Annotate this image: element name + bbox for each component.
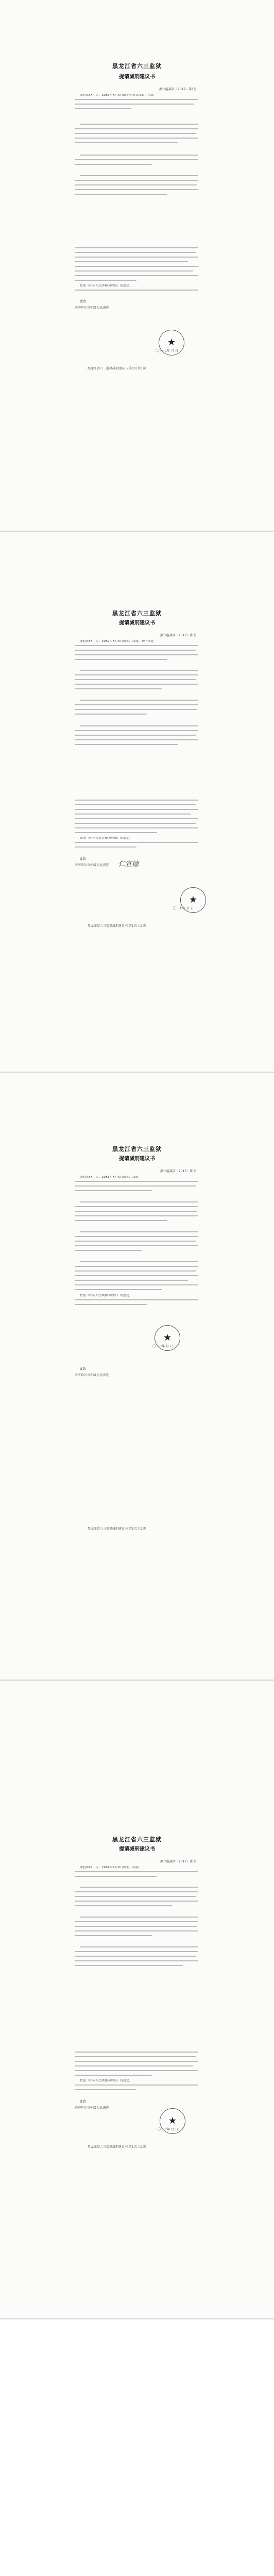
- text-line: [75, 1250, 142, 1251]
- body-fragment: 罪犯XXX，男，1962年X月X日出生，汉族，初中文化: [80, 640, 154, 643]
- text-line: [75, 1871, 198, 1872]
- case-number: 黑六监减字（2017）第 号: [160, 634, 197, 637]
- document-sheet-4: [0, 1681, 274, 2318]
- text-line: [75, 1299, 198, 1300]
- text-line: [75, 257, 198, 258]
- text-line: [75, 1960, 198, 1961]
- text-line: [75, 832, 157, 833]
- text-line: [75, 108, 131, 109]
- text-line: [75, 180, 198, 181]
- text-line: [75, 1921, 198, 1922]
- text-line: [75, 189, 198, 190]
- text-line: [75, 184, 197, 185]
- text-line: [75, 275, 198, 276]
- text-line: [75, 842, 198, 843]
- text-line: [75, 1965, 183, 1966]
- body-fragment: 罪犯XXX，男，1981年X月X日出生，汉族: [80, 1176, 139, 1179]
- text-line: [80, 670, 198, 671]
- text-line: [75, 1280, 188, 1281]
- text-line: [80, 1887, 198, 1888]
- text-line: [75, 1951, 198, 1952]
- text-line: [75, 654, 198, 655]
- text-line: [75, 1289, 162, 1290]
- text-line: [75, 709, 197, 710]
- text-line: [80, 124, 198, 125]
- closing-addressee: 齐齐哈尔市中级人民法院: [75, 2106, 109, 2110]
- text-line: [80, 1261, 198, 1262]
- text-line: [75, 128, 198, 129]
- text-line: [75, 99, 198, 100]
- text-line: [75, 704, 198, 705]
- text-line: [75, 1241, 196, 1242]
- sign-date: 二〇一七年 月 日: [170, 907, 194, 910]
- sign-date: 二〇一七年 月 日: [149, 1345, 173, 1348]
- closing-line: 此致: [80, 857, 87, 861]
- body-fragment: 依照《中华人民共和国刑法》的规定，: [80, 1294, 133, 1297]
- court-name: 黑龙江省六三监狱: [112, 63, 162, 70]
- text-line: [75, 1876, 157, 1877]
- text-line: [75, 1284, 198, 1285]
- text-line: [75, 194, 167, 195]
- text-line: [75, 1245, 198, 1246]
- text-line: [75, 735, 196, 736]
- official-seal-icon: ★: [180, 887, 206, 913]
- body-fragment: 依照《中华人民共和国刑法》的规定，: [80, 837, 133, 840]
- document-title: 提请减刑建议书: [119, 620, 155, 626]
- text-line: [75, 104, 194, 105]
- text-line: [75, 1926, 197, 1927]
- text-line: [75, 739, 198, 740]
- text-line: [75, 684, 198, 685]
- body-fragment: 罪犯XXX，男，1983年X月X日出生于黑龙江省，汉族: [80, 94, 154, 97]
- text-line: [75, 1901, 198, 1902]
- court-name: 黑龙江省六三监狱: [112, 1146, 162, 1153]
- closing-line: 此致: [80, 300, 87, 303]
- text-line: [75, 290, 198, 291]
- text-line: [75, 252, 196, 253]
- text-line: [75, 818, 198, 819]
- case-number: 黑六监减字（2017）第 号: [160, 1170, 197, 1173]
- text-line: [75, 2056, 196, 2057]
- body-fragment: 依照《中华人民共和国刑法》的规定，: [80, 2079, 133, 2082]
- text-line: [75, 1215, 198, 1216]
- text-line: [80, 700, 198, 701]
- text-line: [75, 814, 191, 815]
- document-title: 提请减刑建议书: [119, 74, 155, 80]
- case-number: 黑六监减字（2017）第 号: [160, 1860, 197, 1863]
- text-line: [75, 1236, 198, 1237]
- sign-date: 二〇一七年 月 日: [155, 349, 178, 353]
- text-line: [75, 159, 198, 160]
- text-line: [75, 1304, 147, 1305]
- court-name: 黑龙江省六三监狱: [112, 610, 162, 617]
- text-line: [75, 2075, 152, 2076]
- text-line: [75, 138, 198, 139]
- text-line: [75, 247, 198, 248]
- official-seal-icon: ★: [155, 1325, 180, 1351]
- text-line: [75, 164, 152, 165]
- official-seal-icon: ★: [159, 330, 184, 355]
- blank-page: [0, 2319, 274, 2576]
- handwritten-signature: 仁宜德: [118, 860, 139, 868]
- text-line: [75, 1930, 198, 1931]
- text-line: [75, 744, 178, 745]
- document-title: 提请减刑建议书: [119, 1846, 155, 1852]
- text-line: [75, 133, 196, 134]
- closing-addressee: 齐齐哈尔市中级人民法院: [75, 863, 109, 867]
- text-line: [75, 266, 198, 267]
- text-line: [75, 142, 178, 143]
- text-line: [75, 270, 193, 272]
- case-number: 黑六监减字（2017）第1号: [159, 88, 197, 91]
- text-line: [75, 659, 167, 660]
- text-line: [75, 1185, 196, 1187]
- text-line: [75, 1220, 167, 1221]
- closing-addressee: 齐齐哈尔市中级人民法院: [75, 306, 109, 310]
- text-line: [75, 2061, 198, 2062]
- page-footer: 黑龙江省六三监狱减刑建议书 第1页 共1页: [88, 2145, 146, 2149]
- text-line: [75, 2052, 198, 2053]
- official-seal-icon: ★: [160, 2108, 185, 2134]
- closing-line: 此致: [80, 1367, 87, 1371]
- text-line: [80, 1917, 198, 1918]
- text-line: [75, 2070, 198, 2071]
- text-line: [75, 280, 136, 281]
- document-sheet-3: [0, 1073, 274, 1680]
- text-line: [75, 688, 162, 689]
- text-line: [75, 1891, 198, 1892]
- text-line: [75, 809, 198, 810]
- page-footer: 黑龙江省六三监狱减刑建议书 第1页 共1页: [88, 924, 146, 928]
- text-line: [75, 2089, 136, 2090]
- text-line: [75, 1190, 152, 1191]
- text-line: [75, 1935, 152, 1936]
- sign-date: 二〇一七年 月 日: [155, 2128, 178, 2131]
- document-sheet-1: [0, 0, 274, 531]
- text-line: [75, 650, 196, 651]
- text-line: [80, 1201, 198, 1202]
- page-footer: 黑龙江省六三监狱减刑建议书 第1页 共1页: [88, 1527, 146, 1531]
- text-line: [75, 804, 196, 805]
- text-line: [80, 155, 198, 156]
- text-line: [75, 1270, 196, 1272]
- text-line: [75, 800, 198, 801]
- closing-addressee: 齐齐哈尔市中级人民法院: [75, 1374, 109, 1377]
- text-line: [75, 823, 196, 824]
- document-title: 提请减刑建议书: [119, 1156, 155, 1162]
- text-line: [80, 175, 198, 176]
- body-fragment: 罪犯XXX，男，1981年X月X日出生，汉族: [80, 1866, 139, 1869]
- text-line: [75, 1275, 198, 1276]
- page-footer: 黑龙江省六三监狱减刑建议书 第1页 共1页: [88, 367, 146, 370]
- text-line: [75, 2084, 198, 2086]
- text-line: [75, 1896, 196, 1897]
- text-line: [75, 1956, 196, 1957]
- text-line: [75, 846, 136, 848]
- text-line: [80, 1231, 198, 1232]
- text-line: [75, 1905, 173, 1906]
- text-line: [75, 261, 188, 262]
- closing-line: 此致: [80, 2100, 87, 2104]
- text-line: [75, 674, 198, 675]
- text-line: [75, 1266, 198, 1267]
- text-line: [75, 645, 198, 646]
- body-fragment: 依照《中华人民共和国刑法》的规定，: [80, 284, 133, 287]
- text-line: [75, 679, 196, 680]
- text-line: [75, 827, 198, 828]
- text-line: [75, 2065, 193, 2066]
- court-name: 黑龙江省六三监狱: [112, 1836, 162, 1843]
- text-line: [75, 1206, 198, 1207]
- text-line: [80, 725, 198, 726]
- text-line: [75, 1181, 198, 1182]
- document-sheet-2: [0, 532, 274, 1072]
- text-line: [75, 730, 198, 731]
- text-line: [75, 1211, 197, 1212]
- text-line: [80, 1946, 198, 1947]
- text-line: [75, 714, 147, 715]
